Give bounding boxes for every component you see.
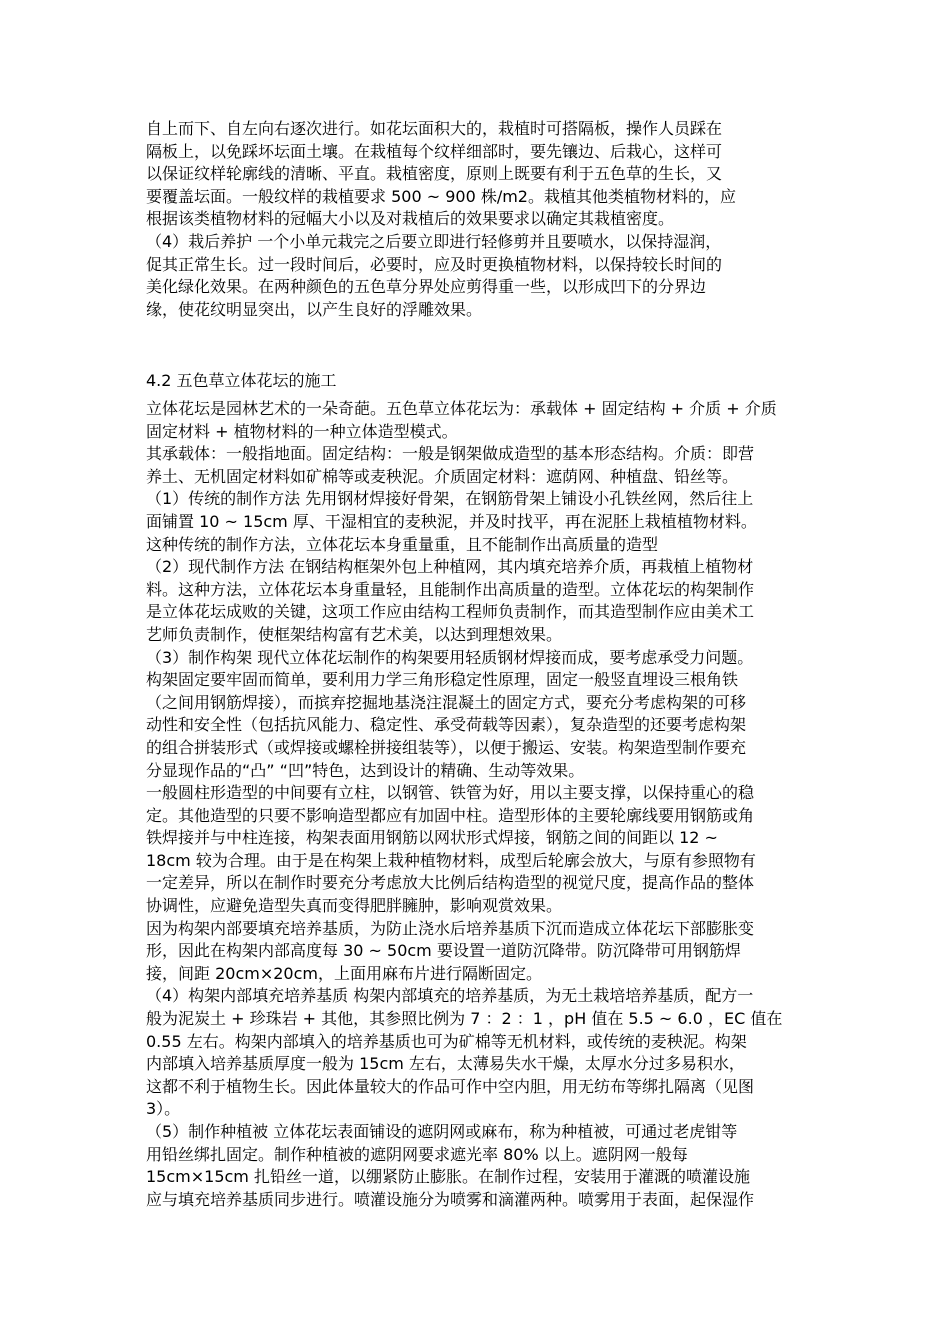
text-line: 铁焊接并与中柱连接，构架表面用钢筋以网状形式焊接，钢筋之间的间距以 12 ~ — [146, 828, 718, 848]
text-line: （1）传统的制作方法 先用钢材焊接好骨架，在钢筋骨架上铺设小孔铁丝网，然后往上 — [146, 489, 754, 509]
text-line: 协调性，应避免造型失真而变得肥胖臃肿，影响观赏效果。 — [146, 896, 563, 916]
text-line: （5）制作种植被 立体花坛表面铺设的遮阴网或麻布，称为种植被，可通过老虎钳等 — [146, 1122, 738, 1141]
text-line: 面铺置 10 ~ 15cm 厚、干湿相宜的麦秧泥，并及时找平，再在泥胚上栽植植物材料。 — [146, 511, 757, 531]
text-line: 一般圆柱形造型的中间要有立柱，以钢管、铁管为好，用以主要支撑，以保持重心的稳 — [146, 783, 755, 803]
text-line: 养土、无机固定材料如矿棉等或麦秧泥。介质固定材料：遮荫网、种植盘、铅丝等。 — [146, 466, 739, 486]
text-line: 15cm×15cm 扎铅丝一道，以绷紧防止膨胀。在制作过程，安装用于灌溉的喷灌设施 — [146, 1167, 750, 1187]
text-line: 应与填充培养基质同步进行。喷灌设施分为喷雾和滴灌两种。喷雾用于表面，起保湿作 — [146, 1189, 755, 1209]
text-line: 接，间距 20cm×20cm，上面用麻布片进行隔断固定。 — [146, 963, 542, 983]
text-line: 这都不利于植物生长。因此体量较大的作品可作中空内胆，用无纺布等绑扎隔离（见图 — [146, 1076, 755, 1096]
text-line: 18cm 较为合理。由于是在构架上栽种植物材料，成型后轮廓会放大，与原有参照物有 — [146, 850, 756, 870]
text-line: 料。这种方法，立体花坛本身重量轻，且能制作出高质量的造型。立体花坛的构架制作 — [146, 579, 755, 599]
text-line: 般为泥炭土 + 珍珠岩 + 其他，其参照比例为 7 ：2 ：1 ，pH 值在 5.5 ~ 6.0 ，EC 值在 — [146, 1009, 783, 1029]
paragraph-3d-flowerbed-construction — [146, 398, 826, 1211]
text-line: 0.55 左右。构架内部填入的培养基质也可为矿棉等无机材料，或传统的麦秧泥。构架 — [146, 1031, 747, 1051]
text-line: （之间用钢筋焊接），而摈弃挖掘地基浇注混凝土的固定方式，要充分考虑构架的可移 — [146, 692, 747, 712]
text-line: 构架固定要牢固而简单，要利用力学三角形稳定性原理，固定一般竖直埋设三根角铁 — [146, 670, 739, 690]
text-line: 因为构架内部要填充培养基质，为防止浇水后培养基质下沉而造成立体花坛下部膨胀变 — [146, 918, 755, 938]
text-line: 以保证纹样轮廓线的清晰、平直。栽植密度，原则上既要有利于五色草的生长，又 — [146, 164, 723, 184]
text-line: 促其正常生长。过一段时间后，必要时，应及时更换植物材料，以保持较长时间的 — [146, 254, 723, 274]
text-line: 内部填入培养基质厚度一般为 15cm 左右，太薄易失水干燥，太厚水分过多易积水， — [146, 1054, 745, 1074]
text-line: 自上而下、自左向右逐次进行。如花坛面积大的，栽植时可搭隔板，操作人员踩在 — [146, 119, 723, 138]
section-heading: 4.2 五色草立体花坛的施工 — [146, 371, 337, 390]
text-line: （4）构架内部填充培养基质 构架内部填充的培养基质，为无土栽培培养基质，配方一 — [146, 986, 754, 1006]
text-line: 固定材料 + 植物材料的一种立体造型模式。 — [146, 421, 458, 441]
text-line: （2）现代制作方法 在钢结构框架外包上种植网，其内填充培养介质，再栽植上植物材 — [146, 557, 754, 577]
paragraph-planting-maintenance — [146, 118, 826, 321]
text-line: 立体花坛是园林艺术的一朵奇葩。五色草立体花坛为：承载体 + 固定结构 + 介质 + 介质 — [146, 399, 777, 418]
text-line: 定。其他造型的只要不影响造型都应有加固中柱。造型形体的主要轮廓线要用钢筋或角 — [146, 805, 755, 825]
text-line: 是立体花坛成败的关键，这项工作应由结构工程师负责制作，而其造型制作应由美术工 — [146, 602, 755, 622]
text-line: 一定差异，所以在制作时要充分考虑放大比例后结构造型的视觉尺度，提高作品的整体 — [146, 873, 755, 893]
text-line: 其承载体：一般指地面。固定结构：一般是钢架做成造型的基本形态结构。介质：即营 — [146, 444, 755, 464]
text-line: 这种传统的制作方法，立体花坛本身重量重，且不能制作出高质量的造型 — [146, 534, 659, 554]
text-line: 隔板上，以免踩坏坛面土壤。在栽植每个纹样细部时，要先镶边、后栽心，这样可 — [146, 141, 723, 161]
text-line: 根据该类植物材料的冠幅大小以及对栽植后的效果要求以确定其栽植密度。 — [146, 209, 675, 229]
section-heading-block — [146, 370, 826, 393]
text-line: （3）制作构架 现代立体花坛制作的构架要用轻质钢材焊接而成，要考虑承受力问题。 — [146, 647, 754, 667]
text-line: 艺师负责制作，使框架结构富有艺术美，以达到理想效果。 — [146, 624, 563, 644]
text-line: （4）栽后养护 一个小单元栽完之后要立即进行轻修剪并且要喷水，以保持湿润， — [146, 231, 722, 251]
text-line: 分显现作品的“凸” “凹”特色，达到设计的精确、生动等效果。 — [146, 760, 585, 780]
text-line: 缘，使花纹明显突出，以产生良好的浮雕效果。 — [146, 299, 483, 319]
text-line: 形，因此在构架内部高度每 30 ~ 50cm 要设置一道防沉降带。防沉降带可用钢筋焊 — [146, 941, 741, 961]
text-line: 的组合拼装形式（或焊接或螺栓拼接组装等），以便于搬运、安装。构架造型制作要充 — [146, 737, 747, 757]
text-line: 美化绿化效果。在两种颜色的五色草分界处应剪得重一些，以形成凹下的分界边 — [146, 277, 707, 297]
text-line: 用铅丝绑扎固定。制作种植被的遮阴网要求遮光率 80% 以上。遮阴网一般每 — [146, 1144, 688, 1164]
text-line: 要覆盖坛面。一般纹样的栽植要求 500 ~ 900 株/m2。栽植其他类植物材料的，应 — [146, 186, 736, 206]
text-line: 动性和安全性（包括抗风能力、稳定性、承受荷载等因素），复杂造型的还要考虑构架 — [146, 715, 747, 735]
text-line: 3）。 — [146, 1099, 181, 1119]
